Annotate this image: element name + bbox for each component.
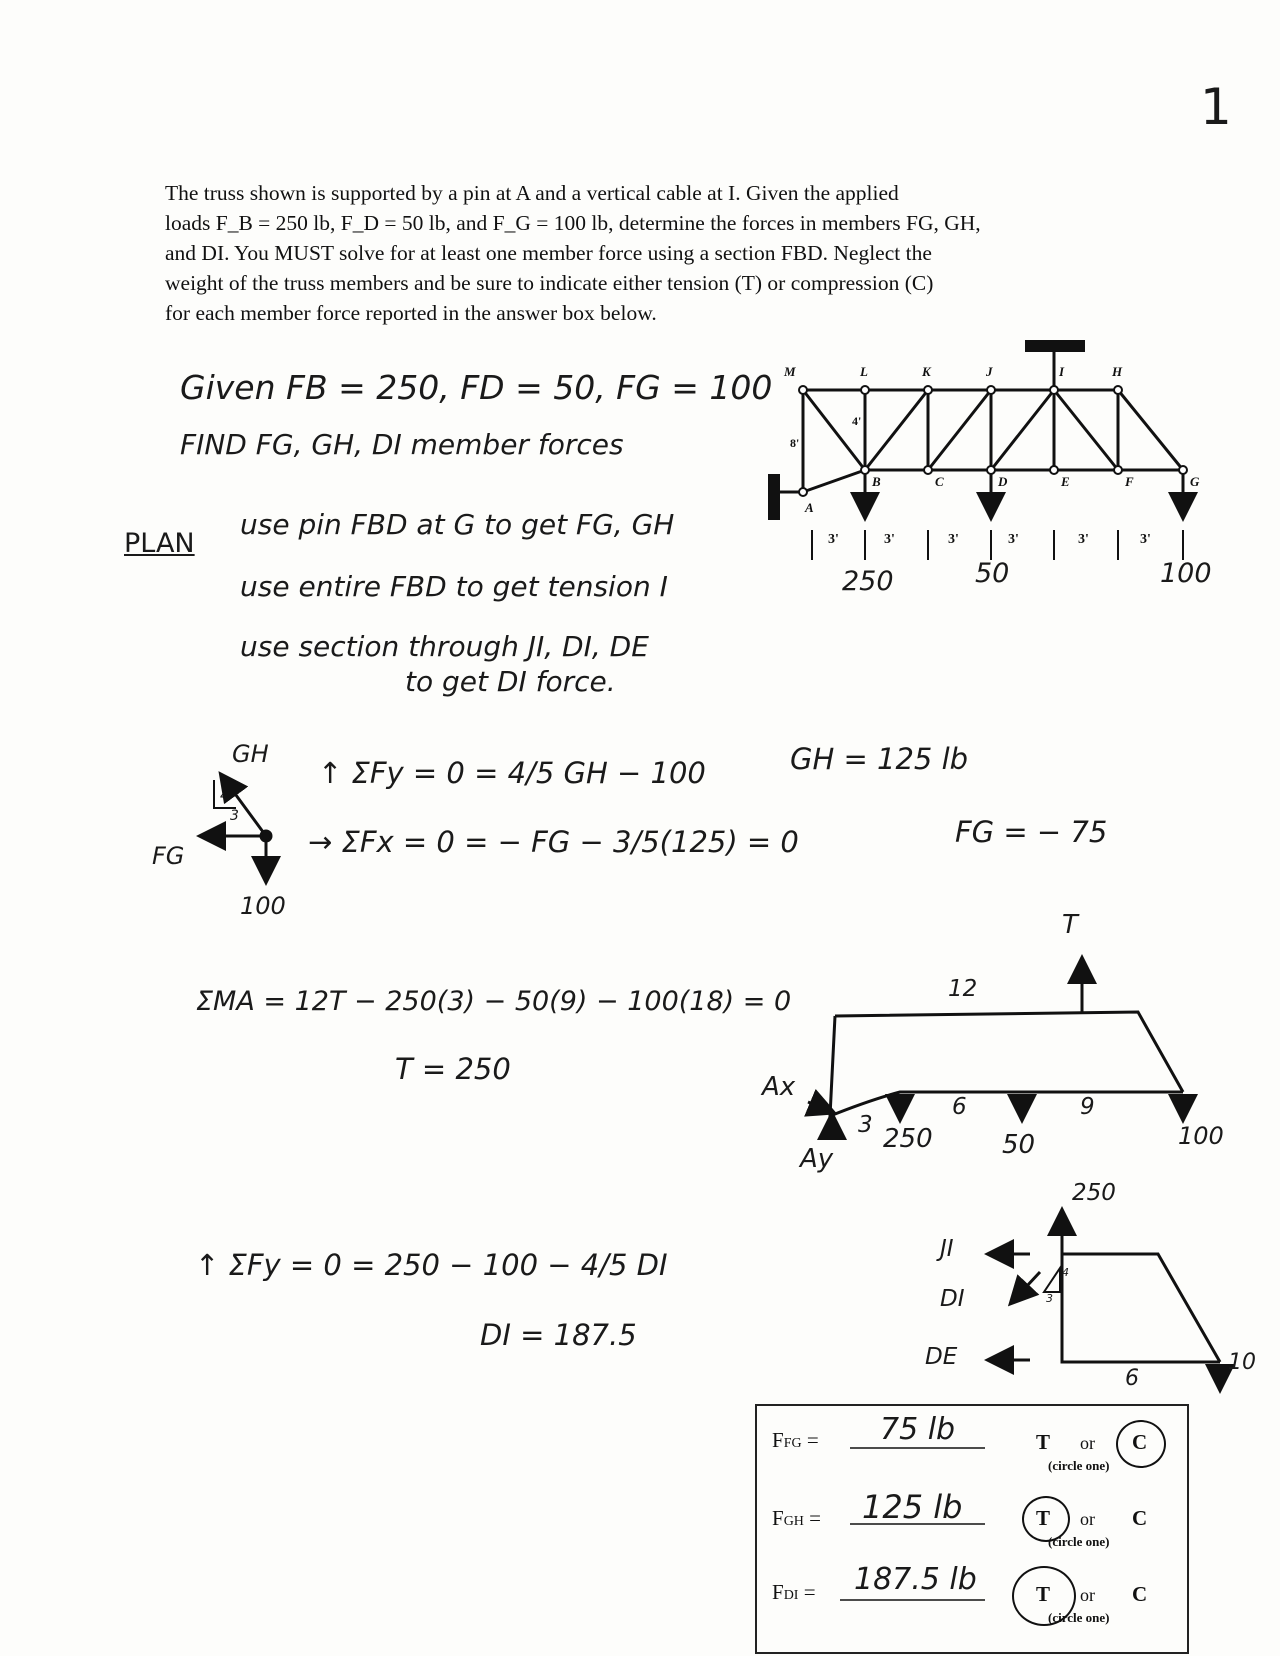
node-label: I xyxy=(1059,364,1065,379)
dim-label: 3' xyxy=(1078,532,1089,547)
member-mb xyxy=(803,390,865,470)
section-eq: ↑ ΣFy = 0 = 250 − 100 − 4/5 DI xyxy=(195,1248,668,1282)
answer-t-option: T xyxy=(1036,1430,1051,1454)
entire-label: 3 xyxy=(858,1112,873,1138)
pin-result-gh: GH = 125 lb xyxy=(790,742,969,776)
entire-label: 100 xyxy=(1178,1122,1224,1150)
section-label: JI xyxy=(940,1236,954,1262)
node xyxy=(1050,386,1058,394)
node xyxy=(1114,466,1122,474)
member-bk xyxy=(865,390,928,470)
pin-result-fg: FG = − 75 xyxy=(955,815,1108,849)
node xyxy=(1179,466,1187,474)
answer-label-di xyxy=(772,1580,816,1605)
plan-step: use pin FBD at G to get FG, GH xyxy=(240,508,675,541)
node-label: L xyxy=(860,364,868,379)
node xyxy=(1050,466,1058,474)
answer-sub: FG xyxy=(783,1436,802,1451)
node xyxy=(861,466,869,474)
slope-4: 4 xyxy=(220,788,229,804)
dim-label: 3' xyxy=(948,532,959,547)
fbd-label-fg: FG xyxy=(152,842,185,870)
node-label: A xyxy=(805,500,814,515)
problem-line: weight of the truss members and be sure to indicate either tension (T) or compression (C) xyxy=(165,271,934,295)
node-label: F xyxy=(1125,474,1134,489)
circle-one-note: (circle one) xyxy=(1048,1458,1110,1473)
section-fbd xyxy=(990,1212,1220,1388)
pin-eq-fx: → ΣFx = 0 = − FG − 3/5(125) = 0 xyxy=(308,825,799,859)
entire-label: 6 xyxy=(952,1094,967,1120)
wall-support xyxy=(768,474,780,520)
member-ie2 xyxy=(1054,390,1118,470)
pin-eq-fy: ↑ ΣFy = 0 = 4/5 GH − 100 xyxy=(318,756,706,790)
node-label: K xyxy=(922,364,931,379)
node-label: E xyxy=(1061,474,1070,489)
answer-t-option: T xyxy=(1036,1582,1051,1606)
height-label: 4' xyxy=(852,414,862,428)
dimension-ticks xyxy=(812,530,1183,560)
entire-label: 9 xyxy=(1080,1094,1095,1120)
answer-eq: = xyxy=(803,1580,816,1604)
find-line: FIND FG, GH, DI member forces xyxy=(180,428,624,461)
plan-step: use entire FBD to get tension I xyxy=(240,570,668,603)
answer-c-option: C xyxy=(1132,1430,1148,1454)
dim-label: 3' xyxy=(884,532,895,547)
node xyxy=(1114,386,1122,394)
node-label: D xyxy=(998,474,1008,489)
member-di xyxy=(991,390,1054,470)
node-label: C xyxy=(935,474,944,489)
plan-label: PLAN xyxy=(124,528,195,559)
slope-triangle xyxy=(214,780,236,808)
node xyxy=(924,386,932,394)
section-slope-triangle xyxy=(1044,1268,1060,1292)
entire-label: Ax xyxy=(762,1072,796,1102)
fbd-label-load: 100 xyxy=(240,892,286,920)
dim-label: 3' xyxy=(1140,532,1151,547)
section-outline xyxy=(1062,1254,1220,1362)
problem-line: The truss shown is supported by a pin at A and a vertical cable at I. Given the applied xyxy=(165,181,899,205)
answer-sub: DI xyxy=(783,1588,799,1603)
node xyxy=(861,386,869,394)
answer-f: F xyxy=(772,1580,784,1604)
entire-label: 250 xyxy=(883,1124,933,1154)
problem-line: for each member force reported in the answer box below. xyxy=(165,301,657,325)
section-label: 250 xyxy=(1072,1180,1116,1206)
dim-label: 3' xyxy=(828,532,839,547)
entire-label: Ay xyxy=(800,1144,834,1174)
section-label: DE xyxy=(925,1344,958,1370)
answer-or: or xyxy=(1080,1509,1095,1529)
answer-c-option: C xyxy=(1132,1506,1148,1530)
circle-one-note: (circle one) xyxy=(1048,1610,1110,1625)
entire-label: 12 xyxy=(948,976,978,1002)
page-number: 1 xyxy=(1200,78,1232,136)
node xyxy=(799,386,807,394)
answer-f: F xyxy=(772,1506,784,1530)
entire-fbd-outline xyxy=(830,1012,1183,1116)
pin-fbd-g xyxy=(202,776,271,880)
node xyxy=(799,488,807,496)
section-label: DI xyxy=(940,1286,965,1312)
load-label-250: 250 xyxy=(842,566,894,597)
section-label: 6 xyxy=(1125,1366,1139,1391)
moment-eq: ΣMA = 12T − 250(3) − 50(9) − 100(18) = 0 xyxy=(196,986,792,1017)
moment-result: T = 250 xyxy=(395,1052,511,1086)
answer-circle-mark xyxy=(1116,1420,1166,1468)
answer-sub: GH xyxy=(783,1514,804,1529)
section-slope-4: 4 xyxy=(1062,1266,1069,1279)
pin-node xyxy=(261,831,271,841)
answer-or: or xyxy=(1080,1585,1095,1605)
slope-3: 3 xyxy=(230,808,239,824)
plan-step: use section through JI, DI, DE xyxy=(240,630,649,663)
plan-step: to get DI force. xyxy=(405,665,616,698)
answer-c-option: C xyxy=(1132,1582,1148,1606)
cable-support xyxy=(1025,340,1085,352)
section-di-arrow xyxy=(1012,1272,1040,1302)
answer-label-fg xyxy=(772,1428,819,1453)
answer-eq: = xyxy=(809,1506,822,1530)
answer-value-fg: 75 lb xyxy=(880,1412,956,1447)
node xyxy=(987,386,995,394)
circle-one-note: (circle one) xyxy=(1048,1534,1110,1549)
node-label: G xyxy=(1190,474,1200,489)
answer-eq: = xyxy=(806,1428,819,1452)
entire-label: T xyxy=(1062,910,1078,940)
offset-label: 8' xyxy=(790,436,800,450)
fbd-label-gh: GH xyxy=(232,740,269,768)
problem-line: loads F_B = 250 lb, F_D = 50 lb, and F_G = 100 lb, determine the forces in members FG, GH, xyxy=(165,211,981,235)
node-label: H xyxy=(1112,364,1123,379)
answer-or: or xyxy=(1080,1433,1095,1453)
answer-value-gh: 125 lb xyxy=(862,1488,963,1526)
section-result: DI = 187.5 xyxy=(480,1318,637,1352)
node-label: B xyxy=(872,474,881,489)
answer-value-di: 187.5 lb xyxy=(854,1562,977,1597)
node xyxy=(987,466,995,474)
answer-f: F xyxy=(772,1428,784,1452)
member-hg xyxy=(1118,390,1183,470)
answer-t-option: T xyxy=(1036,1506,1051,1530)
load-label-50: 50 xyxy=(975,558,1010,589)
section-label: 10 xyxy=(1228,1350,1256,1375)
member-ab xyxy=(803,470,865,492)
pin-gh-arrow xyxy=(222,776,266,836)
section-slope-3: 3 xyxy=(1046,1292,1053,1305)
member-cj xyxy=(928,390,991,470)
node-label: J xyxy=(986,364,993,379)
given-line: Given FB = 250, FD = 50, FG = 100 xyxy=(180,368,773,407)
node-label: M xyxy=(784,364,796,379)
answer-label-gh xyxy=(772,1506,821,1531)
entire-ax-arrow xyxy=(808,1102,832,1112)
truss-load-arrows xyxy=(865,474,1183,516)
problem-line: and DI. You MUST solve for at least one member force using a section FBD. Neglect the xyxy=(165,241,932,265)
load-label-100: 100 xyxy=(1160,558,1212,589)
node xyxy=(924,466,932,474)
dim-label: 3' xyxy=(1008,532,1019,547)
entire-label: 50 xyxy=(1002,1130,1036,1160)
